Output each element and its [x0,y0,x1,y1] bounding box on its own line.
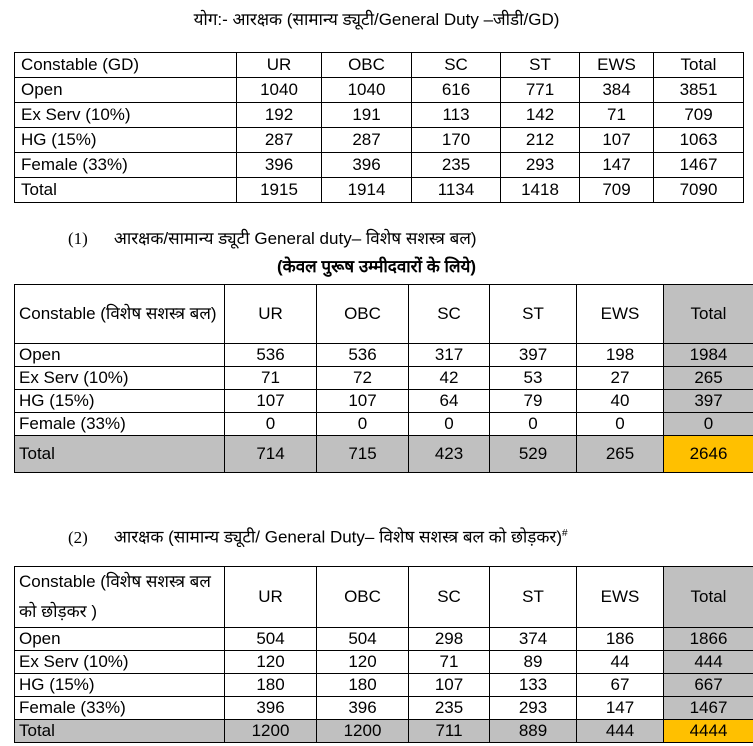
value-cell: 107 [317,390,409,413]
value-cell: 67 [577,674,664,697]
value-cell: 711 [409,720,490,743]
table-row [15,628,753,651]
row-label: Open [15,78,237,103]
row-label: HG (15%) [15,390,225,413]
value-cell: 397 [664,390,753,413]
table-row [15,413,753,436]
row-label: Female (33%) [15,697,225,720]
value-cell: 265 [577,436,664,473]
value-cell: 1915 [237,178,322,203]
total-row [15,436,753,473]
table-constable-gd [14,52,744,203]
table-row [15,651,753,674]
value-cell: 444 [577,720,664,743]
value-cell: 235 [412,153,501,178]
value-cell: 89 [490,651,577,674]
footnote-mark: # [562,528,568,539]
value-cell: 298 [409,628,490,651]
value-cell: 709 [654,103,744,128]
value-cell: 374 [490,628,577,651]
section-number: (2) [68,527,88,547]
row-label: HG (15%) [15,128,237,153]
table-row [15,153,744,178]
value-cell: 667 [664,674,753,697]
value-cell: 1134 [412,178,501,203]
column-header: Total [654,53,744,78]
value-cell: 79 [490,390,577,413]
value-cell: 384 [580,78,654,103]
page-heading: योग:- आरक्षक (सामान्य ड्यूटी/General Duty –जीडी/GD) [193,10,560,29]
table-row [15,128,744,153]
value-cell: 198 [577,344,664,367]
table-body [15,567,753,743]
table-body [15,53,744,203]
value-cell: 120 [225,651,317,674]
value-cell: 1200 [225,720,317,743]
row-label: Open [15,628,225,651]
value-cell: 191 [322,103,412,128]
row-label: HG (15%) [15,674,225,697]
header-row [15,53,744,78]
value-cell: 0 [664,413,753,436]
row-header-cell: Constable (विशेष सशस्त्र बल) [15,285,225,344]
section-1-caption [68,229,477,249]
value-cell: 192 [237,103,322,128]
value-cell: 444 [664,651,753,674]
value-cell: 396 [225,697,317,720]
column-header: ST [490,567,577,628]
value-cell: 170 [412,128,501,153]
value-cell: 71 [225,367,317,390]
value-cell: 1200 [317,720,409,743]
column-header: OBC [322,53,412,78]
table-constable-excluding-special-armed-force [14,566,753,743]
value-cell: 7090 [654,178,744,203]
value-cell: 1467 [654,153,744,178]
row-label: Female (33%) [15,413,225,436]
value-cell: 889 [490,720,577,743]
value-cell: 1040 [322,78,412,103]
table-row [15,674,753,697]
value-cell: 0 [577,413,664,436]
row-label: Ex Serv (10%) [15,103,237,128]
table-row [15,78,744,103]
column-header: Total [664,567,753,628]
table-row [15,390,753,413]
value-cell: 1866 [664,628,753,651]
row-header-cell: Constable (विशेष सशस्त्र बल को छोड़कर ) [15,567,225,628]
value-cell: 287 [322,128,412,153]
value-cell: 396 [237,153,322,178]
value-cell: 715 [317,436,409,473]
column-header: EWS [577,567,664,628]
row-label: Total [15,720,225,743]
value-cell: 180 [225,674,317,697]
section-number: (1) [68,229,88,248]
table-constable-special-armed-force [14,284,753,473]
column-header: OBC [317,567,409,628]
value-cell: 616 [412,78,501,103]
value-cell: 0 [490,413,577,436]
column-header: UR [225,285,317,344]
value-cell: 771 [501,78,580,103]
section-1-subcaption: (केवल पुरूष उम्मीदवारों के लिये) [277,257,476,276]
column-header: UR [237,53,322,78]
value-cell: 536 [225,344,317,367]
value-cell: 0 [409,413,490,436]
row-label: Ex Serv (10%) [15,651,225,674]
value-cell: 2646 [664,436,753,473]
value-cell: 265 [664,367,753,390]
value-cell: 293 [490,697,577,720]
section-2-caption [68,524,568,548]
value-cell: 1063 [654,128,744,153]
value-cell: 42 [409,367,490,390]
column-header: Total [664,285,753,344]
column-header: SC [409,285,490,344]
value-cell: 186 [577,628,664,651]
column-header: EWS [580,53,654,78]
value-cell: 107 [409,674,490,697]
value-cell: 71 [580,103,654,128]
total-row [15,720,753,743]
section-title: आरक्षक (सामान्य ड्यूटी/ General Duty– विशेष सशस्त्र बल को छोड़कर) [113,527,563,547]
value-cell: 133 [490,674,577,697]
row-header-cell: Constable (GD) [15,53,237,78]
row-label: Total [15,178,237,203]
column-header: SC [412,53,501,78]
value-cell: 529 [490,436,577,473]
value-cell: 293 [501,153,580,178]
value-cell: 287 [237,128,322,153]
table-body [15,285,753,473]
value-cell: 113 [412,103,501,128]
value-cell: 709 [580,178,654,203]
value-cell: 53 [490,367,577,390]
value-cell: 3851 [654,78,744,103]
value-cell: 72 [317,367,409,390]
section-title: आरक्षक/सामान्य ड्यूटी General duty– विशेष सशस्त्र बल) [113,229,477,248]
value-cell: 396 [317,697,409,720]
value-cell: 27 [577,367,664,390]
table-row [15,697,753,720]
value-cell: 504 [225,628,317,651]
value-cell: 396 [322,153,412,178]
value-cell: 180 [317,674,409,697]
column-header: ST [501,53,580,78]
value-cell: 0 [225,413,317,436]
table-row [15,344,753,367]
column-header: OBC [317,285,409,344]
table-row [15,367,753,390]
value-cell: 71 [409,651,490,674]
value-cell: 107 [225,390,317,413]
row-label: Total [15,436,225,473]
column-header: ST [490,285,577,344]
table-row [15,103,744,128]
value-cell: 120 [317,651,409,674]
value-cell: 1040 [237,78,322,103]
row-label: Female (33%) [15,153,237,178]
value-cell: 0 [317,413,409,436]
value-cell: 64 [409,390,490,413]
value-cell: 504 [317,628,409,651]
value-cell: 235 [409,697,490,720]
value-cell: 423 [409,436,490,473]
header-row [15,285,753,344]
value-cell: 147 [577,697,664,720]
value-cell: 107 [580,128,654,153]
value-cell: 1467 [664,697,753,720]
value-cell: 147 [580,153,654,178]
value-cell: 1984 [664,344,753,367]
value-cell: 44 [577,651,664,674]
row-label: Open [15,344,225,367]
value-cell: 536 [317,344,409,367]
value-cell: 397 [490,344,577,367]
total-row [15,178,744,203]
value-cell: 714 [225,436,317,473]
header-row [15,567,753,628]
column-header: UR [225,567,317,628]
value-cell: 40 [577,390,664,413]
value-cell: 1418 [501,178,580,203]
column-header: SC [409,567,490,628]
row-label: Ex Serv (10%) [15,367,225,390]
value-cell: 317 [409,344,490,367]
value-cell: 1914 [322,178,412,203]
column-header: EWS [577,285,664,344]
value-cell: 142 [501,103,580,128]
value-cell: 212 [501,128,580,153]
value-cell: 4444 [664,720,753,743]
